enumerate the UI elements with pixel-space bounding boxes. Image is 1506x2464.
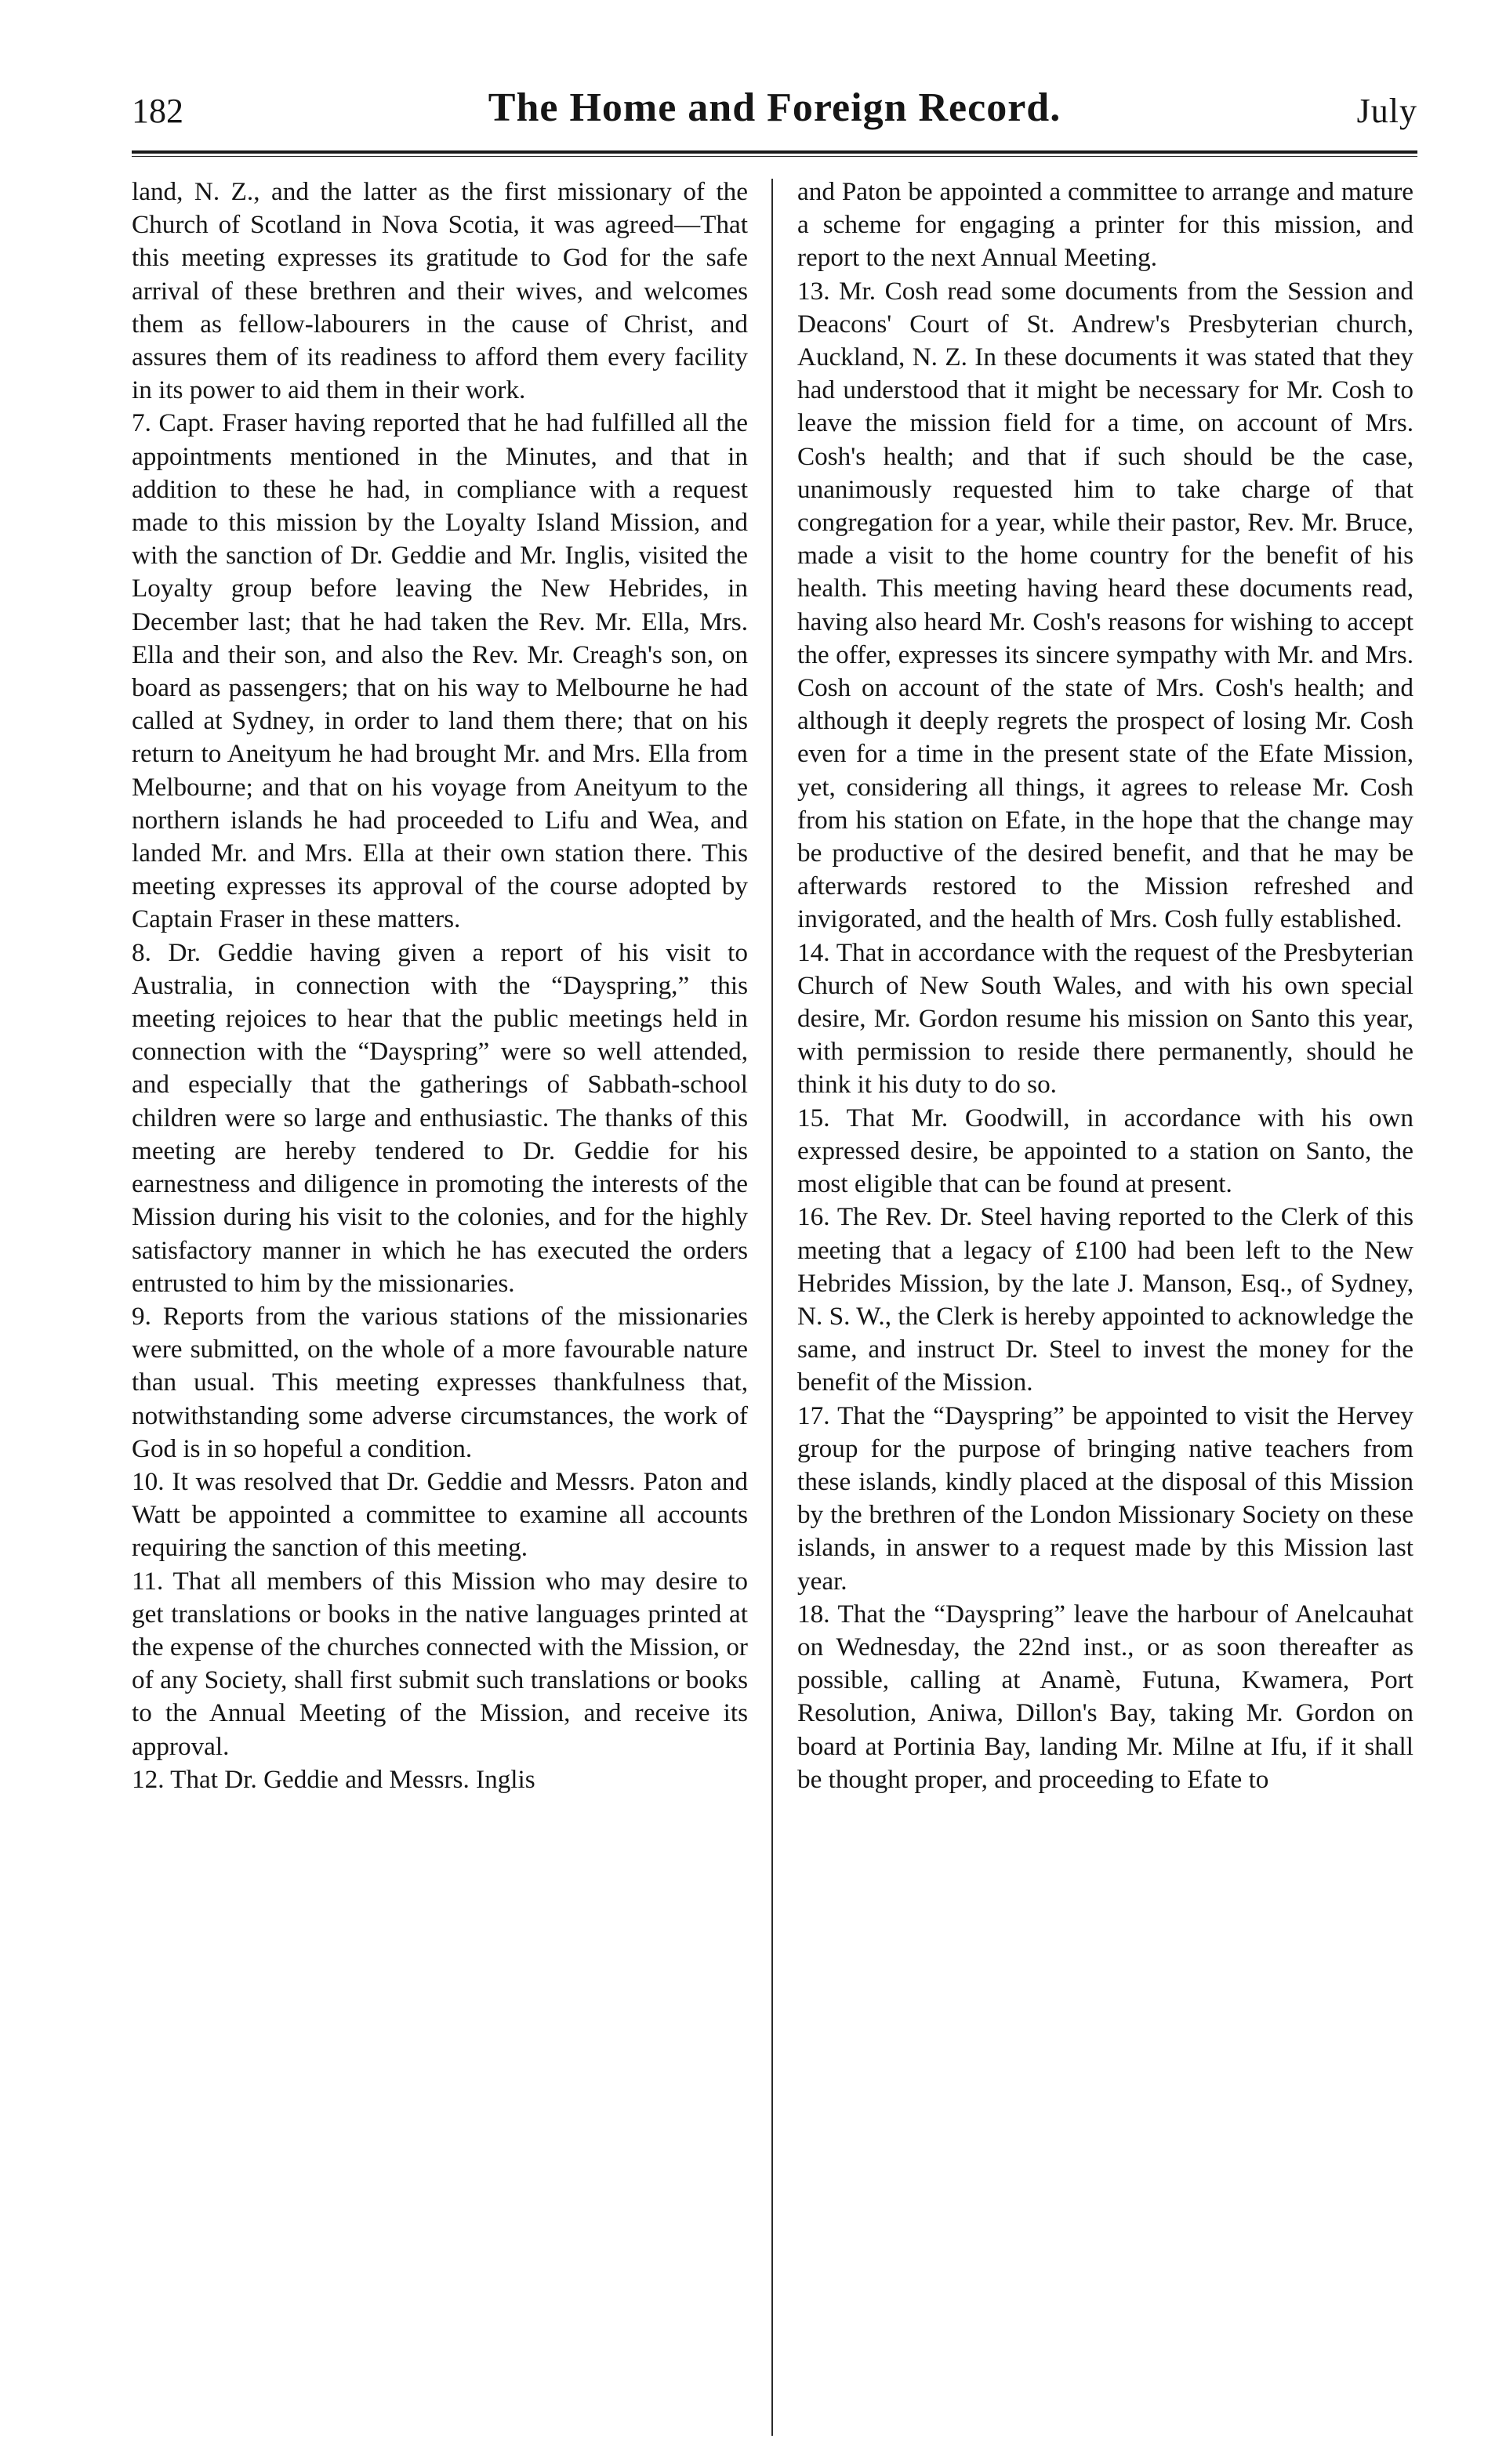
column-divider [771,179,773,2436]
right-column [797,176,1413,1796]
paragraph-18: 18. That the “Dayspring” leave the harbour of Anelcauhat on Wednesday, the 22nd inst., or as soon thereafter as possible, calling at Anamè, Futuna, Kwamera, Port Resolution, Aniwa, Dillon's Bay, taking Mr. Gordon on board at Portinia Bay, landing Mr. Milne at Ifu, if it shall be thought proper, and proceeding to Efate to [797,1599,1413,1794]
left-column [132,176,748,1796]
paragraph-9: 9. Reports from the various stations of the missionaries were submitted, on the whole of a more favourable nature than usual. This meeting expresses thankfulness that, notwithstanding some adverse circumstances, the work of God is in so hopeful a condition. [132,1301,748,1463]
paragraph-15: 15. That Mr. Goodwill, in accordance with his own expressed desire, be appointed to a station on Santo, the most eligible that can be found at present. [797,1103,1413,1199]
paragraph-13: 13. Mr. Cosh read some documents from the Session and Deacons' Court of St. Andrew's Presbyterian church, Auckland, N. Z. In these documents it was stated that they had understood that it might be necessary for Mr. Cosh to leave the mission field for a time, on account of Mrs. Cosh's health; and that if such should be the case, unanimously requested him to take charge of that congregation for a year, while their pastor, Rev. Mr. Bruce, made a visit to the home country for the benefit of his health. This meeting having heard these documents read, having also heard Mr. Cosh's reasons for wishing to accept the offer, expresses its sincere sympathy with Mr. and Mrs. Cosh on account of the state of Mrs. Cosh's health; and although it deeply regrets the prospect of losing Mr. Cosh even for a time in the present state of the Efate Mission, yet, considering all things, it agrees to release Mr. Cosh from his station on Efate, in the hope that the change may be productive of the desired benefit, and that he may be afterwards restored to the Mission refreshed and invigorated, and the health of Mrs. Cosh fully established. [797,276,1413,934]
running-header [132,85,1417,147]
header-rule-thin [132,156,1417,157]
paragraph-continued: land, N. Z., and the latter as the first missionary of the Church of Scotland in Nova Scotia, it was agreed—That this meeting expresses its gratitude to God for the safe arrival of these brethren and their wives, and welcomes them as fellow-labourers in the cause of Christ, and assures them of its readiness to afford them every facility in its power to aid them in their work. [132,177,748,405]
running-title: The Home and Foreign Record. [488,85,1061,130]
header-rule [132,150,1417,154]
paragraph-12: 12. That Dr. Geddie and Messrs. Inglis [132,1764,535,1794]
page-number: 182 [132,92,183,130]
paragraph-8: 8. Dr. Geddie having given a report of his visit to Australia, in connection with the “Dayspring,” this meeting rejoices to hear that the public meetings held in connection with the “Dayspring” were so well attended, and especially that the gatherings of Sabbath-school children were so large and enthusiastic. The thanks of this meeting are hereby tendered to Dr. Geddie for his earnestness and diligence in promoting the interests of the Mission during his visit to the colonies, and for the highly satisfactory manner in which he has executed the orders entrusted to him by the missionaries. [132,937,748,1298]
paragraph-7: 7. Capt. Fraser having reported that he had fulfilled all the appointments mentioned in the Minutes, and that in addition to these he had, in compliance with a request made to this mission by the Loyalty Island Mission, and with the sanction of Dr. Geddie and Mr. Inglis, visited the Loyalty group before leaving the New Hebrides, in December last; that he had taken the Rev. Mr. Ella, Mrs. Ella and their son, and also the Rev. Mr. Creagh's son, on board as passengers; that on his way to Melbourne he had called at Sydney, in order to land them there; that on his return to Aneityum he had brought Mr. and Mrs. Ella from Melbourne; and that on his voyage from Aneityum to the northern islands he had proceeded to Lifu and Wea, and landed Mr. and Mrs. Ella at their own station there. This meeting expresses its approval of the course adopted by Captain Fraser in these matters. [132,408,748,934]
paragraph-14: 14. That in accordance with the request of the Presbyterian Church of New South Wales, and with his own special desire, Mr. Gordon resume his mission on Santo this year, with permission to reside there permanently, should he think it his duty to do so. [797,937,1413,1100]
paragraph-16: 16. The Rev. Dr. Steel having reported to the Clerk of this meeting that a legacy of £100 had been left to the New Hebrides Mission, by the late J. Manson, Esq., of Sydney, N. S. W., the Clerk is hereby appointed to acknowledge the same, and instruct Dr. Steel to invest the money for the benefit of the Mission. [797,1202,1413,1397]
paragraph-10: 10. It was resolved that Dr. Geddie and Messrs. Paton and Watt be appointed a committee to examine all accounts requiring the sanction of this meeting. [132,1466,748,1563]
paragraph-11: 11. That all members of this Mission who may desire to get translations or books in the native languages printed at the expense of the churches connected with the Mission, or of any Society, shall first submit such translations or books to the Annual Meeting of the Mission, and receive its approval. [132,1566,748,1761]
paragraph-17: 17. That the “Dayspring” be appointed to visit the Hervey group for the purpose of bringing native teachers from these islands, kindly placed at the disposal of this Mission by the brethren of the London Missionary Society on these islands, in answer to a request made by this Mission last year. [797,1400,1413,1596]
paragraph-12-continued: and Paton be appointed a committee to arrange and mature a scheme for engaging a printer for this mission, and report to the next Annual Meeting. [797,177,1413,273]
issue-month: July [1356,92,1417,130]
